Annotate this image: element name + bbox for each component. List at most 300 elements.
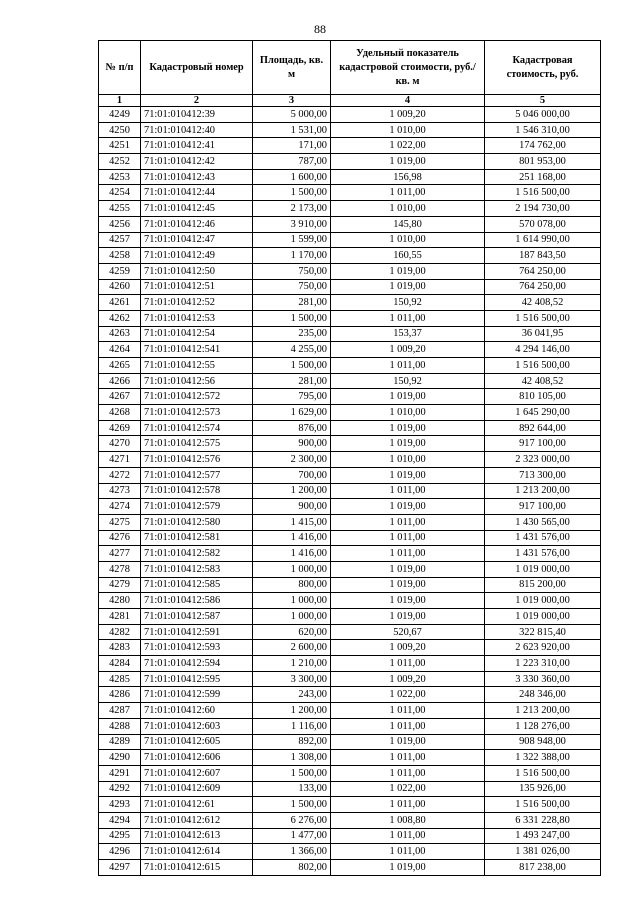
- row-number-cell: 4296: [99, 844, 141, 860]
- specific-value-cell: 1 010,00: [331, 232, 485, 248]
- cadastral-cost-cell: 6 331 228,80: [485, 812, 601, 828]
- table-row: [99, 216, 601, 232]
- page-number: 88: [314, 22, 326, 36]
- area-cell: 243,00: [253, 687, 331, 703]
- specific-value-cell: 1 019,00: [331, 561, 485, 577]
- cadastral-number-cell: 71:01:010412:577: [141, 467, 253, 483]
- row-number-cell: 4271: [99, 452, 141, 468]
- area-cell: 4 255,00: [253, 342, 331, 358]
- cadastral-cost-cell: 42 408,52: [485, 295, 601, 311]
- specific-value-cell: 1 011,00: [331, 765, 485, 781]
- specific-value-cell: 1 019,00: [331, 467, 485, 483]
- area-cell: 1 629,00: [253, 405, 331, 421]
- table-row: [99, 452, 601, 468]
- table-row: [99, 483, 601, 499]
- area-cell: 800,00: [253, 577, 331, 593]
- cadastral-cost-cell: 917 100,00: [485, 499, 601, 515]
- area-cell: 1 210,00: [253, 656, 331, 672]
- specific-value-cell: 1 019,00: [331, 860, 485, 876]
- cadastral-number-cell: 71:01:010412:591: [141, 624, 253, 640]
- table-row: [99, 107, 601, 123]
- cadastral-cost-cell: 1 213 200,00: [485, 703, 601, 719]
- cadastral-cost-cell: 135 926,00: [485, 781, 601, 797]
- specific-value-cell: 1 011,00: [331, 310, 485, 326]
- area-cell: 787,00: [253, 154, 331, 170]
- area-cell: 5 000,00: [253, 107, 331, 123]
- cadastral-number-cell: 71:01:010412:583: [141, 561, 253, 577]
- cadastral-cost-cell: 801 953,00: [485, 154, 601, 170]
- row-number-cell: 4260: [99, 279, 141, 295]
- cadastral-number-cell: 71:01:010412:51: [141, 279, 253, 295]
- cadastral-number-cell: 71:01:010412:47: [141, 232, 253, 248]
- area-cell: 2 600,00: [253, 640, 331, 656]
- cadastral-cost-cell: 1 019 000,00: [485, 593, 601, 609]
- table-row: [99, 781, 601, 797]
- cadastral-cost-cell: 1 516 500,00: [485, 185, 601, 201]
- cadastral-cost-cell: 570 078,00: [485, 216, 601, 232]
- specific-value-cell: 1 022,00: [331, 781, 485, 797]
- row-number-cell: 4256: [99, 216, 141, 232]
- cadastral-cost-cell: 1 431 576,00: [485, 546, 601, 562]
- specific-value-cell: 1 010,00: [331, 405, 485, 421]
- table-row: [99, 185, 601, 201]
- specific-value-cell: 1 011,00: [331, 844, 485, 860]
- cadastral-value-table: [98, 40, 601, 876]
- area-cell: 900,00: [253, 436, 331, 452]
- cadastral-number-cell: 71:01:010412:599: [141, 687, 253, 703]
- row-number-cell: 4286: [99, 687, 141, 703]
- table-row: [99, 765, 601, 781]
- area-cell: 1 500,00: [253, 358, 331, 374]
- table-row: [99, 656, 601, 672]
- row-number-cell: 4250: [99, 122, 141, 138]
- cadastral-cost-cell: 764 250,00: [485, 263, 601, 279]
- header-cadastral-cost: Кадастровая стоимость, руб.: [485, 41, 601, 95]
- cadastral-cost-cell: 908 948,00: [485, 734, 601, 750]
- row-number-cell: 4249: [99, 107, 141, 123]
- area-cell: 1 599,00: [253, 232, 331, 248]
- cadastral-cost-cell: 1 322 388,00: [485, 750, 601, 766]
- cadastral-cost-cell: 810 105,00: [485, 389, 601, 405]
- cadastral-cost-cell: 5 046 000,00: [485, 107, 601, 123]
- specific-value-cell: 1 009,20: [331, 640, 485, 656]
- cadastral-cost-cell: 817 238,00: [485, 860, 601, 876]
- row-number-cell: 4297: [99, 860, 141, 876]
- column-number: 3: [253, 95, 331, 107]
- header-specific-value: Удельный показатель кадастровой стоимости, руб./кв. м: [331, 41, 485, 95]
- table-row: [99, 514, 601, 530]
- cadastral-number-cell: 71:01:010412:587: [141, 609, 253, 625]
- table-row: [99, 326, 601, 342]
- cadastral-number-cell: 71:01:010412:613: [141, 828, 253, 844]
- cadastral-cost-cell: 892 644,00: [485, 420, 601, 436]
- row-number-cell: 4274: [99, 499, 141, 515]
- cadastral-number-cell: 71:01:010412:53: [141, 310, 253, 326]
- cadastral-number-cell: 71:01:010412:606: [141, 750, 253, 766]
- specific-value-cell: 1 022,00: [331, 138, 485, 154]
- table-row: [99, 593, 601, 609]
- cadastral-cost-cell: 1 546 310,00: [485, 122, 601, 138]
- cadastral-cost-cell: 248 346,00: [485, 687, 601, 703]
- specific-value-cell: 1 011,00: [331, 750, 485, 766]
- area-cell: 1 600,00: [253, 169, 331, 185]
- cadastral-cost-cell: 2 194 730,00: [485, 201, 601, 217]
- specific-value-cell: 160,55: [331, 248, 485, 264]
- specific-value-cell: 1 019,00: [331, 734, 485, 750]
- table-row: [99, 122, 601, 138]
- specific-value-cell: 153,37: [331, 326, 485, 342]
- table-row: [99, 405, 601, 421]
- cadastral-number-cell: 71:01:010412:45: [141, 201, 253, 217]
- specific-value-cell: 1 019,00: [331, 499, 485, 515]
- row-number-cell: 4255: [99, 201, 141, 217]
- cadastral-number-cell: 71:01:010412:579: [141, 499, 253, 515]
- area-cell: 1 500,00: [253, 310, 331, 326]
- area-cell: 700,00: [253, 467, 331, 483]
- cadastral-number-cell: 71:01:010412:44: [141, 185, 253, 201]
- cadastral-number-cell: 71:01:010412:574: [141, 420, 253, 436]
- specific-value-cell: 1 019,00: [331, 154, 485, 170]
- table-row: [99, 310, 601, 326]
- specific-value-cell: 1 011,00: [331, 797, 485, 813]
- table-row: [99, 420, 601, 436]
- area-cell: 1 308,00: [253, 750, 331, 766]
- cadastral-number-cell: 71:01:010412:612: [141, 812, 253, 828]
- table-row: [99, 389, 601, 405]
- row-number-cell: 4257: [99, 232, 141, 248]
- cadastral-cost-cell: 1 019 000,00: [485, 561, 601, 577]
- specific-value-cell: 150,92: [331, 373, 485, 389]
- specific-value-cell: 1 011,00: [331, 828, 485, 844]
- cadastral-number-cell: 71:01:010412:576: [141, 452, 253, 468]
- specific-value-cell: 1 019,00: [331, 609, 485, 625]
- specific-value-cell: 1 019,00: [331, 263, 485, 279]
- specific-value-cell: 1 019,00: [331, 420, 485, 436]
- row-number-cell: 4261: [99, 295, 141, 311]
- header-cadastral-number: Кадастровый номер: [141, 41, 253, 95]
- cadastral-number-cell: 71:01:010412:594: [141, 656, 253, 672]
- cadastral-cost-cell: 1 430 565,00: [485, 514, 601, 530]
- table-row: [99, 687, 601, 703]
- cadastral-number-cell: 71:01:010412:580: [141, 514, 253, 530]
- cadastral-number-cell: 71:01:010412:60: [141, 703, 253, 719]
- row-number-cell: 4284: [99, 656, 141, 672]
- table-row: [99, 624, 601, 640]
- specific-value-cell: 1 011,00: [331, 483, 485, 499]
- row-number-cell: 4268: [99, 405, 141, 421]
- specific-value-cell: 1 011,00: [331, 703, 485, 719]
- row-number-cell: 4289: [99, 734, 141, 750]
- column-number: 1: [99, 95, 141, 107]
- specific-value-cell: 1 010,00: [331, 122, 485, 138]
- row-number-cell: 4265: [99, 358, 141, 374]
- area-cell: 795,00: [253, 389, 331, 405]
- area-cell: 1 500,00: [253, 797, 331, 813]
- cadastral-number-cell: 71:01:010412:603: [141, 718, 253, 734]
- specific-value-cell: 1 019,00: [331, 389, 485, 405]
- cadastral-cost-cell: 1 516 500,00: [485, 310, 601, 326]
- cadastral-number-cell: 71:01:010412:615: [141, 860, 253, 876]
- cadastral-number-cell: 71:01:010412:56: [141, 373, 253, 389]
- cadastral-cost-cell: 2 323 000,00: [485, 452, 601, 468]
- cadastral-cost-cell: 1 516 500,00: [485, 765, 601, 781]
- area-cell: 1 200,00: [253, 703, 331, 719]
- table-row: [99, 154, 601, 170]
- table-row: [99, 263, 601, 279]
- specific-value-cell: 1 010,00: [331, 201, 485, 217]
- cadastral-cost-cell: 1 213 200,00: [485, 483, 601, 499]
- cadastral-cost-cell: 815 200,00: [485, 577, 601, 593]
- table-row: [99, 577, 601, 593]
- area-cell: 2 173,00: [253, 201, 331, 217]
- row-number-cell: 4253: [99, 169, 141, 185]
- table-row: [99, 797, 601, 813]
- table-row: [99, 812, 601, 828]
- area-cell: 750,00: [253, 279, 331, 295]
- row-number-cell: 4291: [99, 765, 141, 781]
- area-cell: 235,00: [253, 326, 331, 342]
- cadastral-number-cell: 71:01:010412:607: [141, 765, 253, 781]
- cadastral-cost-cell: 1 019 000,00: [485, 609, 601, 625]
- cadastral-number-cell: 71:01:010412:609: [141, 781, 253, 797]
- row-number-cell: 4254: [99, 185, 141, 201]
- area-cell: 1 500,00: [253, 765, 331, 781]
- cadastral-cost-cell: 1 493 247,00: [485, 828, 601, 844]
- row-number-cell: 4288: [99, 718, 141, 734]
- area-cell: 1 000,00: [253, 593, 331, 609]
- cadastral-cost-cell: 4 294 146,00: [485, 342, 601, 358]
- specific-value-cell: 150,92: [331, 295, 485, 311]
- specific-value-cell: 1 009,20: [331, 107, 485, 123]
- specific-value-cell: 1 009,20: [331, 671, 485, 687]
- area-cell: 1 366,00: [253, 844, 331, 860]
- area-cell: 3 910,00: [253, 216, 331, 232]
- cadastral-cost-cell: 917 100,00: [485, 436, 601, 452]
- area-cell: 133,00: [253, 781, 331, 797]
- row-number-cell: 4294: [99, 812, 141, 828]
- cadastral-number-cell: 71:01:010412:55: [141, 358, 253, 374]
- cadastral-number-cell: 71:01:010412:575: [141, 436, 253, 452]
- table-row: [99, 169, 601, 185]
- cadastral-cost-cell: 713 300,00: [485, 467, 601, 483]
- cadastral-cost-cell: 36 041,95: [485, 326, 601, 342]
- area-cell: 620,00: [253, 624, 331, 640]
- cadastral-cost-cell: 174 762,00: [485, 138, 601, 154]
- cadastral-cost-cell: 1 516 500,00: [485, 358, 601, 374]
- specific-value-cell: 1 019,00: [331, 436, 485, 452]
- area-cell: 1 116,00: [253, 718, 331, 734]
- specific-value-cell: 520,67: [331, 624, 485, 640]
- specific-value-cell: 1 011,00: [331, 514, 485, 530]
- table-row: [99, 561, 601, 577]
- table-header-row: [99, 41, 601, 95]
- specific-value-cell: 1 019,00: [331, 279, 485, 295]
- row-number-cell: 4278: [99, 561, 141, 577]
- row-number-cell: 4283: [99, 640, 141, 656]
- cadastral-number-cell: 71:01:010412:50: [141, 263, 253, 279]
- table-row: [99, 828, 601, 844]
- table-row: [99, 703, 601, 719]
- header-area: Площадь, кв. м: [253, 41, 331, 95]
- row-number-cell: 4276: [99, 530, 141, 546]
- cadastral-number-cell: 71:01:010412:43: [141, 169, 253, 185]
- cadastral-number-cell: 71:01:010412:585: [141, 577, 253, 593]
- row-number-cell: 4263: [99, 326, 141, 342]
- cadastral-cost-cell: 1 645 290,00: [485, 405, 601, 421]
- cadastral-number-cell: 71:01:010412:582: [141, 546, 253, 562]
- cadastral-number-cell: 71:01:010412:46: [141, 216, 253, 232]
- cadastral-cost-cell: 322 815,40: [485, 624, 601, 640]
- area-cell: 1 416,00: [253, 530, 331, 546]
- row-number-cell: 4277: [99, 546, 141, 562]
- area-cell: 1 477,00: [253, 828, 331, 844]
- cadastral-number-cell: 71:01:010412:40: [141, 122, 253, 138]
- specific-value-cell: 1 011,00: [331, 656, 485, 672]
- specific-value-cell: 1 011,00: [331, 530, 485, 546]
- area-cell: 281,00: [253, 295, 331, 311]
- table-row: [99, 640, 601, 656]
- cadastral-number-cell: 71:01:010412:49: [141, 248, 253, 264]
- table-row: [99, 718, 601, 734]
- area-cell: 876,00: [253, 420, 331, 436]
- table-row: [99, 373, 601, 389]
- cadastral-cost-cell: 1 516 500,00: [485, 797, 601, 813]
- table-row: [99, 609, 601, 625]
- area-cell: 892,00: [253, 734, 331, 750]
- row-number-cell: 4295: [99, 828, 141, 844]
- area-cell: 3 300,00: [253, 671, 331, 687]
- area-cell: 802,00: [253, 860, 331, 876]
- column-number: 5: [485, 95, 601, 107]
- table-row: [99, 844, 601, 860]
- cadastral-cost-cell: 1 223 310,00: [485, 656, 601, 672]
- cadastral-number-cell: 71:01:010412:61: [141, 797, 253, 813]
- row-number-cell: 4264: [99, 342, 141, 358]
- row-number-cell: 4285: [99, 671, 141, 687]
- table-row: [99, 342, 601, 358]
- header-num: № п/п: [99, 41, 141, 95]
- cadastral-number-cell: 71:01:010412:595: [141, 671, 253, 687]
- row-number-cell: 4282: [99, 624, 141, 640]
- cadastral-number-cell: 71:01:010412:541: [141, 342, 253, 358]
- cadastral-cost-cell: 251 168,00: [485, 169, 601, 185]
- specific-value-cell: 1 008,80: [331, 812, 485, 828]
- table-row: [99, 358, 601, 374]
- area-cell: 6 276,00: [253, 812, 331, 828]
- table-row: [99, 530, 601, 546]
- row-number-cell: 4279: [99, 577, 141, 593]
- specific-value-cell: 156,98: [331, 169, 485, 185]
- table-row: [99, 138, 601, 154]
- cadastral-number-cell: 71:01:010412:578: [141, 483, 253, 499]
- area-cell: 1 500,00: [253, 185, 331, 201]
- table-row: [99, 734, 601, 750]
- row-number-cell: 4262: [99, 310, 141, 326]
- specific-value-cell: 1 019,00: [331, 577, 485, 593]
- area-cell: 1 170,00: [253, 248, 331, 264]
- area-cell: 900,00: [253, 499, 331, 515]
- row-number-cell: 4272: [99, 467, 141, 483]
- area-cell: 1 000,00: [253, 561, 331, 577]
- cadastral-cost-cell: 3 330 360,00: [485, 671, 601, 687]
- table-row: [99, 279, 601, 295]
- specific-value-cell: 1 022,00: [331, 687, 485, 703]
- cadastral-number-cell: 71:01:010412:614: [141, 844, 253, 860]
- column-number: 2: [141, 95, 253, 107]
- specific-value-cell: 1 019,00: [331, 593, 485, 609]
- specific-value-cell: 1 009,20: [331, 342, 485, 358]
- cadastral-cost-cell: 2 623 920,00: [485, 640, 601, 656]
- table-row: [99, 295, 601, 311]
- row-number-cell: 4273: [99, 483, 141, 499]
- row-number-cell: 4280: [99, 593, 141, 609]
- column-number-row: [99, 95, 601, 107]
- area-cell: 1 416,00: [253, 546, 331, 562]
- row-number-cell: 4259: [99, 263, 141, 279]
- cadastral-number-cell: 71:01:010412:593: [141, 640, 253, 656]
- table-row: [99, 860, 601, 876]
- row-number-cell: 4270: [99, 436, 141, 452]
- cadastral-cost-cell: 187 843,50: [485, 248, 601, 264]
- area-cell: 1 200,00: [253, 483, 331, 499]
- table-row: [99, 232, 601, 248]
- specific-value-cell: 145,80: [331, 216, 485, 232]
- cadastral-number-cell: 71:01:010412:52: [141, 295, 253, 311]
- cadastral-cost-cell: 1 381 026,00: [485, 844, 601, 860]
- specific-value-cell: 1 011,00: [331, 358, 485, 374]
- row-number-cell: 4275: [99, 514, 141, 530]
- table-row: [99, 436, 601, 452]
- cadastral-cost-cell: 1 431 576,00: [485, 530, 601, 546]
- row-number-cell: 4251: [99, 138, 141, 154]
- row-number-cell: 4258: [99, 248, 141, 264]
- area-cell: 2 300,00: [253, 452, 331, 468]
- table-row: [99, 750, 601, 766]
- table-row: [99, 201, 601, 217]
- cadastral-number-cell: 71:01:010412:41: [141, 138, 253, 154]
- table-row: [99, 467, 601, 483]
- cadastral-cost-cell: 42 408,52: [485, 373, 601, 389]
- table-row: [99, 248, 601, 264]
- area-cell: 171,00: [253, 138, 331, 154]
- table-body: [99, 107, 601, 876]
- row-number-cell: 4281: [99, 609, 141, 625]
- row-number-cell: 4252: [99, 154, 141, 170]
- area-cell: 1 531,00: [253, 122, 331, 138]
- cadastral-cost-cell: 764 250,00: [485, 279, 601, 295]
- specific-value-cell: 1 011,00: [331, 718, 485, 734]
- row-number-cell: 4267: [99, 389, 141, 405]
- row-number-cell: 4292: [99, 781, 141, 797]
- row-number-cell: 4293: [99, 797, 141, 813]
- area-cell: 1 000,00: [253, 609, 331, 625]
- area-cell: 750,00: [253, 263, 331, 279]
- row-number-cell: 4266: [99, 373, 141, 389]
- specific-value-cell: 1 011,00: [331, 185, 485, 201]
- row-number-cell: 4290: [99, 750, 141, 766]
- table-row: [99, 671, 601, 687]
- table-row: [99, 546, 601, 562]
- row-number-cell: 4269: [99, 420, 141, 436]
- column-number: 4: [331, 95, 485, 107]
- specific-value-cell: 1 011,00: [331, 546, 485, 562]
- cadastral-number-cell: 71:01:010412:39: [141, 107, 253, 123]
- cadastral-number-cell: 71:01:010412:572: [141, 389, 253, 405]
- row-number-cell: 4287: [99, 703, 141, 719]
- cadastral-cost-cell: 1 128 276,00: [485, 718, 601, 734]
- cadastral-number-cell: 71:01:010412:586: [141, 593, 253, 609]
- cadastral-number-cell: 71:01:010412:581: [141, 530, 253, 546]
